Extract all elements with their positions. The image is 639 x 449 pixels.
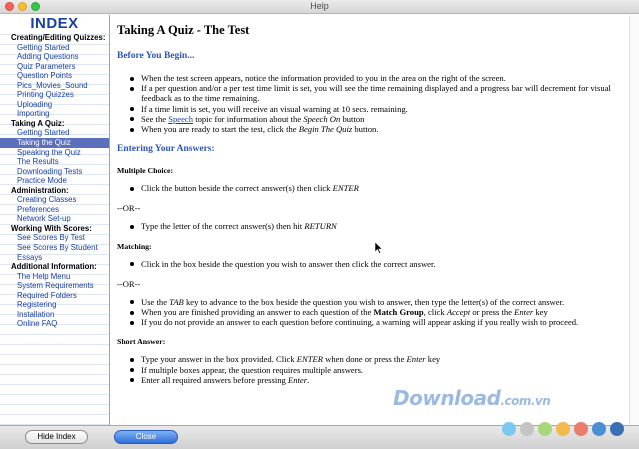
- list-item: Click in the box beside the question you wish to answer then click the correct answer.: [141, 259, 629, 269]
- list-item: [141, 297, 629, 307]
- download-watermark: [393, 386, 628, 416]
- list-item: [141, 221, 629, 231]
- text-span: Use the: [141, 296, 170, 307]
- emphasis: RETURN: [304, 221, 337, 232]
- watermark-dot: [610, 422, 624, 436]
- index-item[interactable]: Getting Started: [17, 128, 70, 138]
- emphasis: ENTER: [296, 354, 323, 365]
- index-item[interactable]: Printing Quizzes: [17, 90, 74, 100]
- watermark-text: Download: [393, 386, 501, 410]
- index-item[interactable]: Question Points: [17, 71, 73, 81]
- speech-link[interactable]: Speech: [168, 113, 194, 124]
- match-list-1: [141, 259, 629, 269]
- watermark-dot: [592, 422, 606, 436]
- index-item[interactable]: Pics_Movies_Sound: [17, 80, 88, 90]
- match-list-2: [141, 297, 629, 328]
- index-sidebar: [0, 15, 110, 425]
- index-section-heading: Taking A Quiz:: [11, 118, 65, 128]
- index-item[interactable]: Registering: [17, 300, 57, 310]
- text-span: When you are ready to start the test, click the: [141, 124, 299, 135]
- emphasis: Enter: [288, 374, 308, 385]
- text-span: Click the button beside the correct answer(s) then click: [141, 183, 333, 194]
- list-item: When the test screen appears, notice the information provided to you in the area on the right of the screen.: [141, 73, 629, 83]
- index-item[interactable]: Essays: [17, 252, 43, 262]
- text-span: See the: [141, 113, 169, 124]
- bold-text: Match Group: [373, 307, 424, 318]
- mc-list-1: [141, 183, 629, 193]
- watermark-dot: [574, 422, 588, 436]
- text-span: Enter all required answers before pressing: [141, 374, 288, 385]
- text-span: or press the: [470, 307, 515, 318]
- before-you-begin-heading: Before You Begin...: [117, 51, 195, 61]
- list-item: If a per question and/or a per test time limit is set, you will see the time remaining displayed and a progress bar will decrement for visual feedback as to the time remaining.: [141, 83, 629, 103]
- before-list: [141, 73, 629, 134]
- index-item[interactable]: Quiz Parameters: [17, 61, 76, 71]
- text-span: button: [340, 113, 365, 124]
- hide-index-button[interactable]: Hide Index: [25, 430, 88, 444]
- watermark-dot: [502, 422, 516, 436]
- index-item[interactable]: Taking the Quiz: [0, 138, 109, 148]
- text-span: .: [307, 374, 310, 385]
- text-span: key to advance to the box beside the question you wish to answer, then type the letter(s) of the correct answer.: [183, 296, 565, 307]
- watermark-dots: [502, 422, 632, 437]
- index-section-heading: Working With Scores:: [11, 223, 92, 233]
- index-item[interactable]: The Help Menu: [17, 271, 71, 281]
- entering-answers-heading: Entering Your Answers:: [117, 144, 215, 155]
- emphasis: Accept: [446, 307, 471, 318]
- help-content: [111, 15, 639, 425]
- mouse-pointer-icon: [375, 242, 383, 254]
- text-span: key: [533, 307, 548, 318]
- text-span: , click: [423, 307, 447, 318]
- emphasis: Enter: [514, 307, 534, 318]
- list-item: If a time limit is set, you will receive an visual warning at 10 secs. remaining.: [141, 104, 629, 114]
- watermark-dot: [556, 422, 570, 436]
- index-list: [0, 33, 109, 329]
- emphasis: ENTER: [332, 183, 359, 194]
- text-span: when done or press the: [323, 354, 407, 365]
- watermark-suffix: .com.vn: [500, 394, 551, 408]
- content-scrollbar[interactable]: [629, 15, 639, 425]
- index-item[interactable]: Preferences: [17, 204, 60, 214]
- emphasis: Enter: [406, 354, 426, 365]
- index-item[interactable]: The Results: [17, 157, 59, 167]
- emphasis: Begin The Quiz: [298, 124, 353, 135]
- list-item: [141, 307, 629, 317]
- index-item[interactable]: Speaking the Quiz: [17, 147, 81, 157]
- list-item: If you do not provide an answer to each question before continuing, a warning will appear asking if you really wish to proceed.: [141, 317, 629, 327]
- list-item: [141, 183, 629, 193]
- mc-list-2: [141, 221, 629, 231]
- list-item: [141, 124, 629, 134]
- index-item[interactable]: Downloading Tests: [17, 166, 83, 176]
- index-section-heading: Creating/Editing Quizzes:: [11, 33, 106, 42]
- title-bar: [0, 0, 639, 14]
- matching-heading: Matching:: [117, 241, 152, 251]
- short-answer-heading: Short Answer:: [117, 337, 166, 347]
- close-button[interactable]: Close: [114, 430, 178, 444]
- emphasis: Speech On: [303, 113, 341, 124]
- page-title: Taking A Quiz - The Test: [117, 23, 250, 37]
- text-span: key: [425, 354, 441, 365]
- short-list: [141, 354, 629, 385]
- index-item[interactable]: Required Folders: [17, 290, 77, 300]
- index-heading: INDEX: [0, 15, 109, 33]
- text-span: When you are finished providing an answer to each question of the: [141, 307, 374, 318]
- index-item[interactable]: Uploading: [17, 99, 53, 109]
- index-item[interactable]: Getting Started: [17, 42, 70, 52]
- emphasis: TAB: [169, 296, 184, 307]
- index-item[interactable]: Creating Classes: [17, 195, 77, 205]
- index-item[interactable]: See Scores By Test: [17, 233, 85, 243]
- index-section-heading: Administration:: [11, 185, 69, 195]
- watermark-dot: [538, 422, 552, 436]
- watermark-dot: [520, 422, 534, 436]
- list-item: [141, 354, 629, 364]
- text-span: button.: [352, 124, 379, 135]
- window-title: Help: [310, 1, 329, 11]
- or-separator: --OR--: [117, 203, 141, 214]
- index-item[interactable]: See Scores By Student: [17, 243, 98, 253]
- or-separator: --OR--: [117, 278, 141, 289]
- list-item: [141, 114, 629, 124]
- multiple-choice-heading: Multiple Choice:: [117, 166, 174, 176]
- index-item[interactable]: System Requirements: [17, 281, 94, 291]
- index-item[interactable]: Practice Mode: [17, 176, 67, 186]
- index-item[interactable]: Adding Questions: [17, 52, 79, 62]
- text-span: topic for information about the: [193, 113, 304, 124]
- text-span: Type your answer in the box provided. Click: [141, 354, 297, 365]
- list-item: If multiple boxes appear, the question requires multiple answers.: [141, 365, 629, 375]
- index-item[interactable]: Online FAQ: [17, 319, 58, 329]
- index-section-heading: Additional Information:: [11, 262, 97, 272]
- list-item: [141, 375, 629, 385]
- text-span: Type the letter of the correct answer(s) then hit: [141, 221, 305, 232]
- index-item[interactable]: Network Set-up: [17, 214, 71, 224]
- index-item[interactable]: Importing: [17, 109, 50, 119]
- index-item[interactable]: Installation: [17, 309, 55, 319]
